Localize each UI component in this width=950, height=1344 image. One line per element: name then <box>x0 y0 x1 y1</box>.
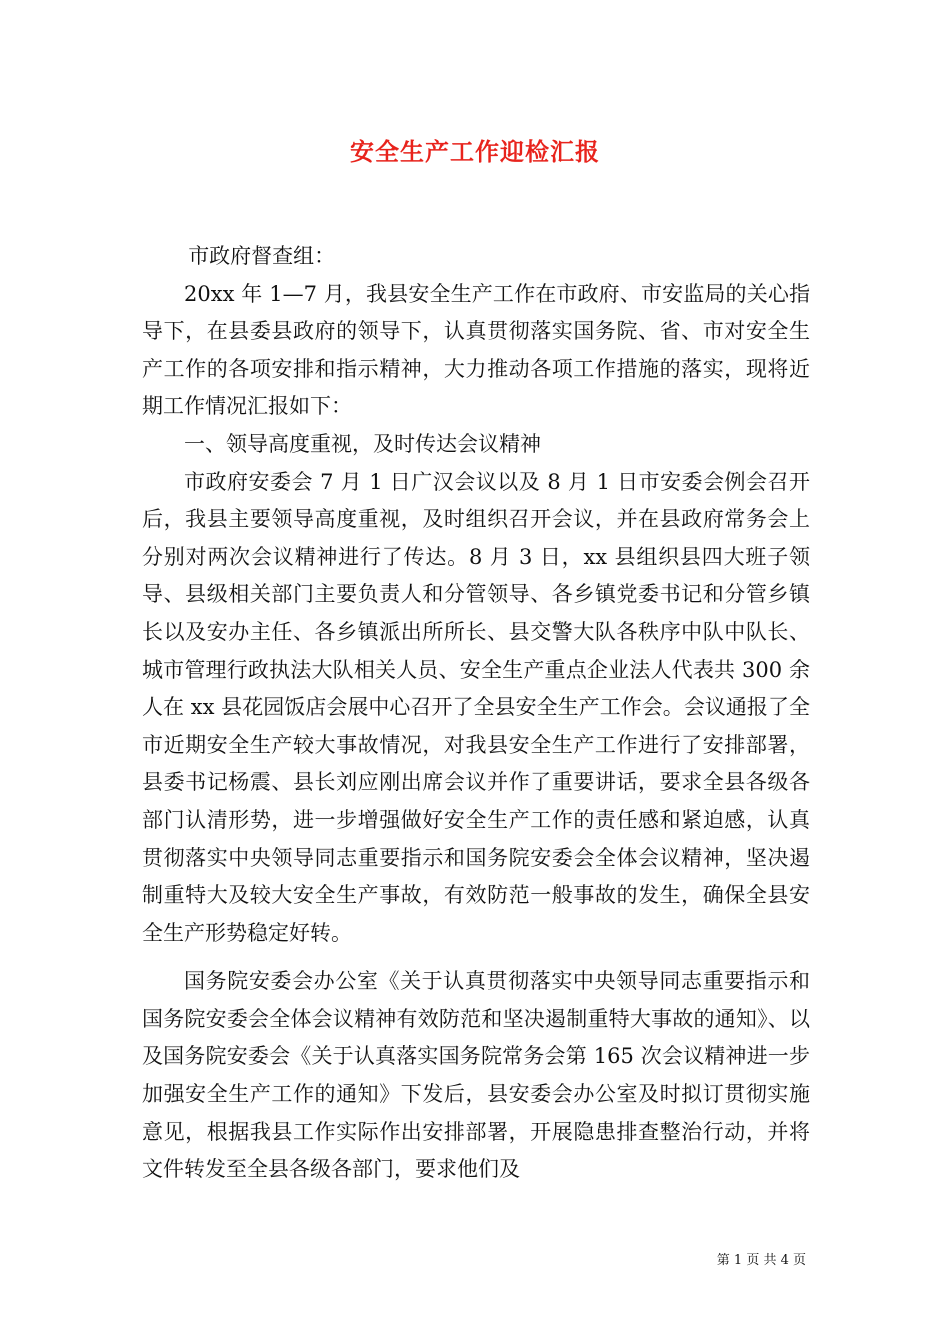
salutation: 市政府督查组： <box>188 244 336 268</box>
page-number: 第 1 页 共 4 页 <box>716 1253 806 1268</box>
paragraph-intro: 20xx 年 1—7 月，我县安全生产工作在市政府、市安监局的关心指导下，在县委县政府的领导下，认真贯彻落实国务院、省、市对安全生产工作的各项安排和指示精神，大力推动各项工作措施的落实，现将近期工作情况汇报如下： <box>142 281 810 419</box>
document-body <box>142 238 810 1189</box>
document-title: 安全生产工作迎检汇报 <box>350 137 600 166</box>
section-heading: 一、领导高度重视，及时传达会议精神 <box>184 431 541 456</box>
paragraph-notices: 国务院安委会办公室《关于认真贯彻落实中央领导同志重要指示和国务院安委会全体会议精神有效防范和坚决遏制重特大事故的通知》、以及国务院安委会《关于认真落实国务院常务会第 165 次会议精神进一步加强安全生产工作的通知》下发后，县安委会办公室及时拟订贯彻实施意见，根据我县工作实际作出安排部署，开展隐患排查整治行动，并将文件转发至全县各级各部门，要求他们及 <box>142 969 810 1182</box>
paragraph-meetings: 市政府安委会 7 月 1 日广汉会议以及 8 月 1 日市安委会例会召开后，我县主要领导高度重视，及时组织召开会议，并在县政府常务会上分别对两次会议精神进行了传达。8 月 3 日，xx 县组织县四大班子领导、县级相关部门主要负责人和分管领导、各乡镇党委书记和分管乡镇长以及安办主任、各乡镇派出所所长、县交警大队各秩序中队中队长、城市管理行政执法大队相关人员、安全生产重点企业法人代表共 300 余人在 xx 县花园饭店会展中心召开了全县安全生产工作会。会议通报了全市近期安全生产较大事故情况，对我县安全生产工作进行了安排部署，县委书记杨震、县长刘应刚出席会议并作了重要讲话，要求全县各级各部门认清形势，进一步增强做好安全生产工作的责任感和紧迫感，认真贯彻落实中央领导同志重要指示和国务院安委会全体会议精神，坚决遏制重特大及较大安全生产事故，有效防范一般事故的发生，确保全县安全生产形势稳定好转。 <box>142 469 810 945</box>
